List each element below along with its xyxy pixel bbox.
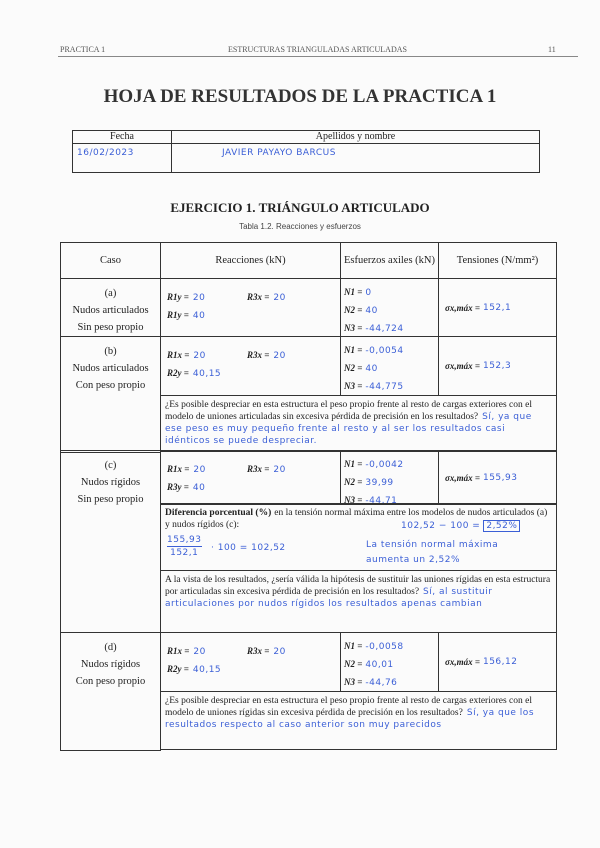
question-cell — [160, 395, 557, 452]
stress-value: 152,3 — [482, 361, 512, 371]
table-caption: Tabla 1.2. Reacciones y esfuerzos — [239, 222, 361, 231]
reaction-label: R1x = — [167, 350, 190, 360]
reaction-value: 20 — [273, 647, 286, 657]
reaction-r3 — [167, 659, 221, 677]
reaction-r1 — [167, 459, 206, 477]
axial-n1 — [344, 282, 372, 300]
axial-label: N3 = — [344, 381, 363, 391]
nombre-cell — [171, 143, 540, 173]
reaction-r3 — [167, 363, 221, 381]
case-l2: Con peso propio — [75, 380, 146, 391]
axial-label: N1 = — [344, 641, 363, 651]
fraction — [167, 534, 202, 559]
axial-value: -0,0058 — [365, 642, 404, 652]
column-header-stress — [438, 242, 557, 279]
reactions-cell — [160, 336, 341, 396]
stress-label: σx,máx = — [445, 361, 480, 371]
axial-n2 — [344, 654, 394, 672]
reaction-r2 — [247, 287, 286, 305]
case-cell — [60, 450, 161, 633]
answer-text: Sí, ya que los resultados respecto al caso anterior son muy parecidos — [165, 708, 535, 730]
axial-label: N2 = — [344, 477, 363, 487]
question-bold: Diferencia porcentual (%) — [165, 508, 272, 518]
axial-label: N2 = — [344, 363, 363, 373]
reaction-label: R2y = — [167, 664, 189, 674]
stress-cell — [438, 278, 557, 337]
exercise-title: EJERCICIO 1. TRIÁNGULO ARTICULADO — [170, 200, 430, 215]
axial-label: N2 = — [344, 659, 363, 669]
axial-n1 — [344, 636, 404, 654]
axial-cell — [340, 336, 439, 396]
column-header-case — [60, 242, 161, 279]
reaction-r2 — [247, 459, 286, 477]
reaction-value: 20 — [273, 351, 286, 361]
axial-n3 — [344, 318, 404, 336]
stress-value: 155,93 — [482, 472, 518, 483]
column-header-label: Esfuerzos axiles (kN) — [344, 255, 435, 266]
case-id: (d) — [104, 642, 117, 653]
reaction-r2 — [247, 641, 286, 659]
fraction-numerator: 155,93 — [167, 535, 202, 545]
axial-value: -44,724 — [365, 324, 404, 334]
stress-value: 156,12 — [482, 657, 518, 667]
reaction-label: R3x = — [247, 292, 270, 302]
reaction-label: R1y = — [167, 292, 189, 302]
fraction-denominator: 152,1 — [170, 548, 199, 558]
stress-cell — [438, 450, 557, 505]
stress-label: σx,máx = — [445, 472, 480, 483]
header-left: PRACTICA 1 — [60, 45, 106, 54]
percent-result: 2,52% — [483, 520, 520, 532]
answer-text: Sí, al sustituir articulaciones por nudos rígidos los resultados apenas cambian — [165, 587, 493, 609]
case-id: (c) — [104, 460, 117, 471]
column-header-reactions — [160, 242, 341, 279]
axial-label: N1 = — [344, 287, 363, 297]
axial-value: 39,99 — [365, 478, 394, 488]
reaction-value: 20 — [192, 293, 206, 303]
axial-label: N3 = — [344, 677, 363, 687]
axial-cell — [340, 450, 439, 505]
question-text: ¿Es posible despreciar en esta estructura el peso propio frente al resto de cargas exteriores con el modelo de uniones articuladas sin excesiva pérdida de precisión en los resultados? — [165, 400, 533, 422]
question-cell — [160, 691, 557, 750]
reaction-value: 20 — [273, 465, 286, 475]
case-l2: Sin peso propio — [77, 322, 144, 333]
reaction-value: 40,15 — [192, 665, 222, 675]
question-text: A la vista de los resultados, ¿sería válida la hipótesis de sustituir las uniones rígidas en esta estructura por articuladas sin excesiva pérdida de precisión en los resultados? — [165, 575, 551, 597]
reaction-label: R3x = — [247, 350, 270, 360]
axial-value: -44,775 — [365, 382, 404, 392]
axial-n1 — [344, 340, 404, 358]
reaction-label: R1y = — [167, 310, 189, 320]
reaction-value: 20 — [193, 351, 206, 361]
reaction-r3 — [167, 305, 205, 323]
stress-label: σx,máx = — [445, 302, 480, 313]
case-l1: Nudos articulados — [72, 305, 149, 316]
case-cell — [60, 632, 161, 751]
percent-difference-cell — [160, 503, 557, 571]
axial-n3 — [344, 672, 397, 690]
reaction-r1 — [167, 287, 205, 305]
fecha-header — [72, 130, 172, 144]
reaction-r2 — [247, 345, 286, 363]
answer-text: La tensión normal máxima aumenta un 2,52% — [366, 540, 499, 565]
reaction-value: 20 — [273, 293, 286, 303]
reaction-label: R3x = — [247, 464, 270, 474]
reaction-label: R3y = — [167, 482, 189, 492]
fecha-value: 16/02/2023 — [77, 148, 134, 158]
axial-label: N3 = — [344, 323, 363, 333]
axial-value: -44,76 — [365, 678, 398, 688]
axial-n2 — [344, 472, 394, 490]
case-l1: Nudos rígidos — [80, 659, 141, 670]
axial-label: N2 = — [344, 305, 363, 315]
answer-text: Sí, ya que ese peso es muy pequeño frente al resto y al ser los resultados casi idénticos se puede despreciar. — [165, 412, 532, 446]
case-l2: Con peso propio — [75, 676, 146, 687]
header-center: ESTRUCTURAS TRIANGULADAS ARTICULADAS — [228, 45, 407, 54]
case-l1: Nudos articulados — [72, 363, 149, 374]
nombre-value: JAVIER PAYAYO BARCUS — [222, 148, 336, 158]
reaction-value: 40 — [192, 311, 206, 321]
axial-value: 0 — [365, 288, 372, 298]
column-header-label: Reacciones (kN) — [215, 255, 286, 266]
column-header-label: Caso — [100, 255, 121, 266]
reactions-cell — [160, 450, 341, 505]
reactions-cell — [160, 278, 341, 337]
axial-value: 40 — [365, 306, 378, 316]
page-number: 11 — [548, 45, 556, 54]
reaction-label: R2y = — [167, 368, 189, 378]
axial-n3 — [344, 376, 404, 394]
reaction-r1 — [167, 641, 206, 659]
reaction-r3 — [167, 477, 205, 495]
reaction-value: 40,15 — [192, 369, 222, 379]
stress-cell — [438, 336, 557, 396]
axial-value: -44,71 — [365, 496, 398, 506]
reaction-value: 40 — [192, 483, 206, 493]
case-id: (a) — [104, 288, 117, 299]
axial-n1 — [344, 454, 404, 472]
case-l1: Nudos rígidos — [80, 477, 141, 488]
calc-step: 102,52 − 100 = — [401, 521, 481, 531]
reaction-label: R1x = — [167, 646, 190, 656]
case-l2: Sin peso propio — [77, 494, 144, 505]
column-header-axial — [340, 242, 439, 279]
fecha-cell — [72, 143, 172, 173]
axial-label: N3 = — [344, 495, 363, 505]
header-rule — [58, 56, 578, 57]
case-cell — [60, 336, 161, 453]
axial-cell — [340, 278, 439, 337]
axial-n2 — [344, 358, 378, 376]
axial-cell — [340, 632, 439, 692]
axial-label: N1 = — [344, 345, 363, 355]
reaction-label: R3x = — [247, 646, 270, 656]
fecha-label: Fecha — [110, 131, 134, 142]
calc-result: · 100 = 102,52 — [211, 543, 286, 553]
axial-value: 40 — [365, 364, 378, 374]
percent-result-row — [401, 520, 520, 532]
question-cell — [160, 570, 557, 633]
reaction-value: 20 — [193, 465, 206, 475]
question-text: ¿Es posible despreciar en esta estructura el peso propio frente al resto de cargas exteriores con el modelo de uniones rígidas sin excesiva pérdida de precisión en los resultados? — [165, 696, 533, 718]
nombre-label: Apellidos y nombre — [315, 131, 396, 142]
reaction-label: R1x = — [167, 464, 190, 474]
case-id: (b) — [104, 346, 117, 357]
case-cell — [60, 278, 161, 337]
stress-cell — [438, 632, 557, 692]
reaction-r1 — [167, 345, 206, 363]
axial-label: N1 = — [344, 459, 363, 469]
stress-label: σx,máx = — [445, 657, 480, 667]
reaction-value: 20 — [193, 647, 206, 657]
nombre-header — [171, 130, 540, 144]
column-header-label: Tensiones (N/mm²) — [456, 255, 539, 266]
axial-n2 — [344, 300, 378, 318]
axial-value: -0,0042 — [365, 460, 404, 470]
axial-value: -0,0054 — [365, 346, 404, 356]
page-title: HOJA DE RESULTADOS DE LA PRACTICA 1 — [103, 86, 497, 107]
question-text: en la tensión normal máxima entre los modelos de nudos articulados (a) y nudos rígidos (c): — [165, 508, 548, 530]
reactions-cell — [160, 632, 341, 692]
stress-value: 152,1 — [482, 302, 512, 313]
axial-value: 40,01 — [365, 660, 394, 670]
